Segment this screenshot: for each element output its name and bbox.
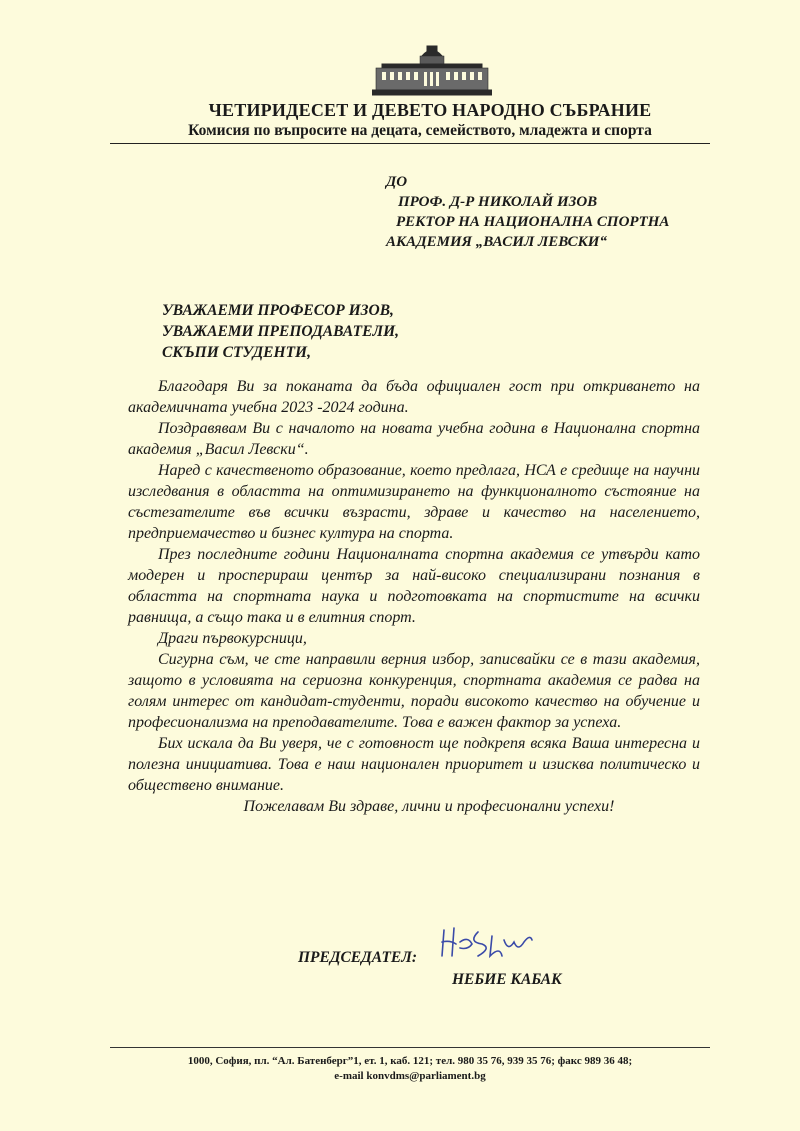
chairperson-label: ПРЕДСЕДАТЕЛ: [298,949,418,966]
addressee-block [386,172,669,252]
handwritten-signature [438,922,538,966]
paragraph: Бих искала да Ви уверя, че с готовност ще подкрепя всяка Ваша интересна и полезна инициатива. Това е наш национален приоритет и изисква политическо и обществено внимание. [128,735,700,794]
salutation-block [162,300,399,363]
paragraph: Наред с качественото образование, което предлага, НСА е средище на научни изследвания в областта на оптимизирането на функционалното състояние на състезателите във всички възрасти, здраве и качество на населението, предприемачество и бизнес култура на спорта. [128,462,700,542]
header-divider [110,143,710,144]
footer-contacts [110,1054,710,1084]
addressee-to: ДО [386,174,408,190]
committee-name: Комисия по въпросите на децата, семейството, младежта и спорта [188,122,652,139]
salutation-line: УВАЖАЕМИ ПРЕПОДАВАТЕЛИ, [162,323,400,340]
closing-wish: Пожелавам Ви здраве, лични и професионални успехи! [243,798,615,815]
assembly-title: ЧЕТИРИДЕСЕТ И ДЕВЕТО НАРОДНО СЪБРАНИЕ [208,100,652,120]
footer-divider [110,1047,710,1048]
addressee-institution: АКАДЕМИЯ „ВАСИЛ ЛЕВСКИ“ [386,234,607,250]
letter-body [128,376,700,817]
paragraph: Поздравявам Ви с началото на новата учебна година в Национална спортна академия „Васил Левски“. [128,420,700,458]
paragraph: Благодаря Ви за поканата да бъда официален гост при откриването на академичната учебна 2023 -2024 година. [128,378,700,416]
paragraph: През последните години Националната спортна академия се утвърди като модерен и просперираш център за най-високо специализирани познания в областта на спортната наука и подготовката на спортистите на всички равнища, а също така и в елитния спорт. [128,546,700,626]
addressee-position: РЕКТОР НА НАЦИОНАЛНА СПОРТНА [396,214,670,230]
addressee-name: ПРОФ. Д-Р НИКОЛАЙ ИЗОВ [398,194,598,210]
paragraph: Драги първокурсници, [158,630,307,647]
parliament-building-icon [372,42,492,98]
paragraph: Сигурна съм, че сте направили верния избор, записвайки се в тази академия, защото в условията на сериозна конкуренция, спортната академия се радва на голям интерес от кандидат-студенти, поради високото качество на обучение и професионализма на преподавателите. Това е важен фактор за успеха. [128,651,700,731]
signer-name: НЕБИЕ КАБАК [452,971,562,988]
salutation-line: СКЪПИ СТУДЕНТИ, [162,344,311,361]
footer-address: 1000, София, пл. “Ал. Батенберг”1, ет. 1, каб. 121; тел. 980 35 76, 939 35 76; факс 989 36 48; [187,1055,633,1067]
footer-email: e-mail konvdms@parliament.bg [334,1070,486,1082]
salutation-line: УВАЖАЕМИ ПРОФЕСОР ИЗОВ, [162,302,394,319]
